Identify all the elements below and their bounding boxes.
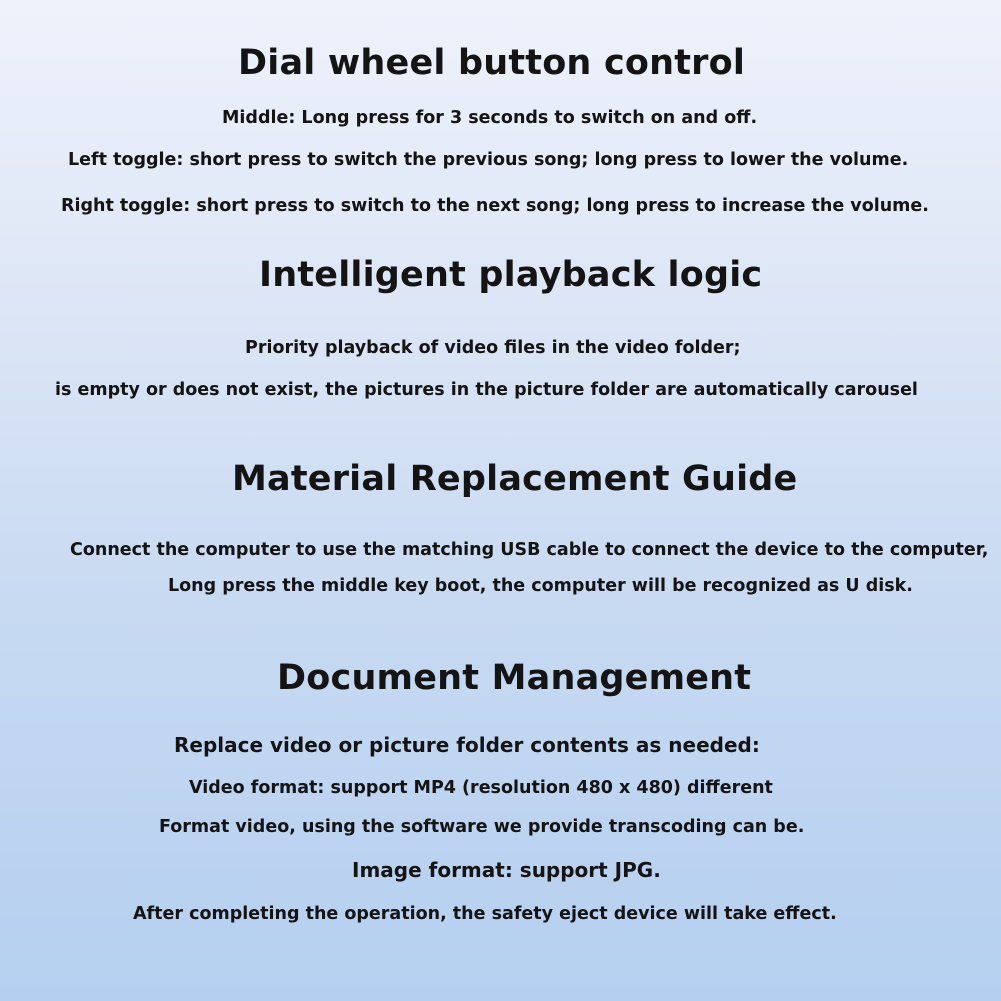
document-video-format-text: Video format: support MP4 (resolution 480 x 480) different xyxy=(189,778,773,798)
document-eject-text: After completing the operation, the safety eject device will take effect. xyxy=(133,904,837,924)
section-heading-material-replacement: Material Replacement Guide xyxy=(232,459,798,499)
dial-left-toggle-text: Left toggle: short press to switch the previous song; long press to lower the volume. xyxy=(68,150,909,170)
document-replace-text: Replace video or picture folder contents as needed: xyxy=(174,733,760,757)
playback-priority-text: Priority playback of video files in the video folder; xyxy=(245,338,741,358)
section-heading-dial-wheel: Dial wheel button control xyxy=(238,43,746,83)
document-image-format-text: Image format: support JPG. xyxy=(352,858,661,882)
material-connect-text: Connect the computer to use the matching USB cable to connect the device to the computer, xyxy=(70,540,989,560)
section-heading-document-management: Document Management xyxy=(277,658,752,698)
document-transcoding-text: Format video, using the software we provide transcoding can be. xyxy=(159,817,805,837)
section-heading-playback-logic: Intelligent playback logic xyxy=(259,255,763,295)
dial-right-toggle-text: Right toggle: short press to switch to the next song; long press to increase the volume. xyxy=(61,196,929,216)
dial-middle-text: Middle: Long press for 3 seconds to switch on and off. xyxy=(222,108,758,128)
playback-carousel-text: is empty or does not exist, the pictures in the picture folder are automatically carousel xyxy=(55,380,918,400)
material-long-press-text: Long press the middle key boot, the computer will be recognized as U disk. xyxy=(168,576,913,596)
